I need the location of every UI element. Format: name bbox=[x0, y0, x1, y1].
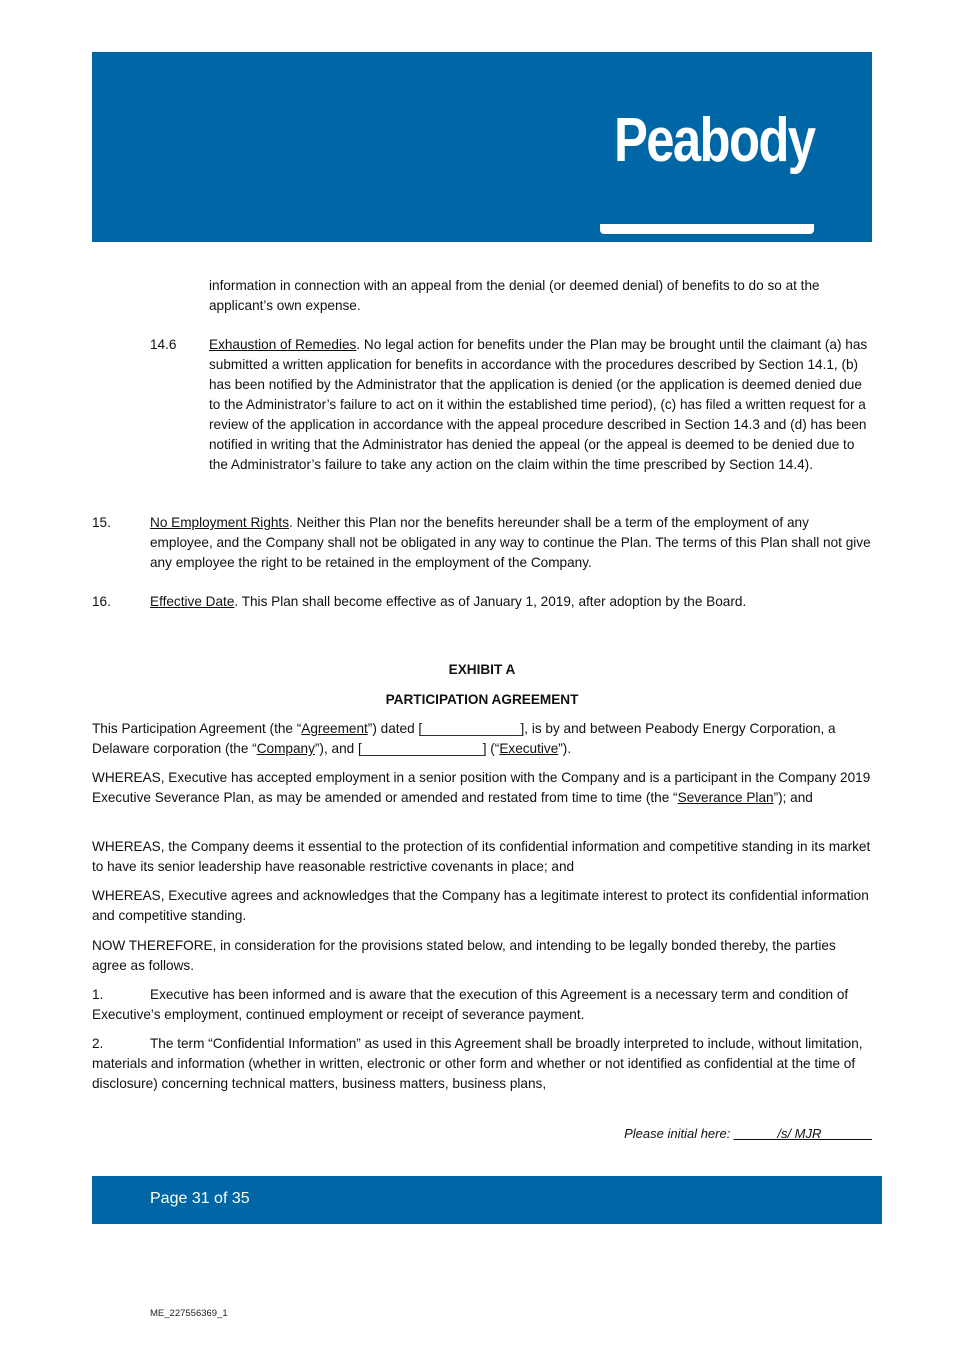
section-15-text: . Neither this Plan nor the benefits hereunder shall be a term of the employment of any employee, and the Company shall not be obligated in any way to continue the Plan. The terms of this Plan shall not give any employee the right to be retained in the employment of the Company. bbox=[150, 515, 871, 570]
clause-1-text: Executive has been informed and is aware that the execution of this Agreement is a necessary term and condition of Executive’s employment, continued employment or receipt of severance payment. bbox=[92, 987, 849, 1022]
document-id: ME_227556369_1 bbox=[150, 1308, 228, 1319]
section-14-6-paragraph bbox=[209, 335, 873, 475]
now-therefore: NOW THEREFORE, in consideration for the provisions stated below, and intending to be legally bonded thereby, the parties agree as follows. bbox=[92, 938, 836, 973]
clause-1 bbox=[92, 985, 872, 1025]
section-16-number: 16. bbox=[92, 594, 111, 609]
intro-text-4: ”), and [ bbox=[314, 741, 362, 756]
clause-2 bbox=[92, 1034, 872, 1094]
date-blank: _____________ bbox=[422, 721, 521, 736]
intro-text-3: ], is by and between Peabody Energy Corporation, a Delaware corporation (the “ bbox=[92, 721, 836, 756]
term-company: Company bbox=[256, 741, 315, 756]
intro-text-5: ] (“ bbox=[482, 741, 500, 756]
footer-bar bbox=[92, 1176, 882, 1224]
whereas-1 bbox=[92, 768, 872, 808]
term-agreement: Agreement bbox=[301, 721, 368, 736]
clause-2-number: 2. bbox=[92, 1036, 104, 1051]
section-15-paragraph bbox=[150, 513, 872, 573]
exhibit-subheading: PARTICIPATION AGREEMENT bbox=[385, 692, 579, 707]
peabody-logo: Peabody bbox=[613, 106, 814, 175]
clause-1-number: 1. bbox=[92, 987, 104, 1002]
whereas-1-text: WHEREAS, Executive has accepted employment in a senior position with the Company and is a participant in the Company 2019 Executive Severance Plan, as may be amended or amended and restated from time to time (the “ bbox=[92, 770, 871, 805]
section-16-title: Effective Date bbox=[150, 594, 235, 609]
whereas-3: WHEREAS, Executive agrees and acknowledges that the Company has a legitimate interest to protect its confidential information and competitive standing. bbox=[92, 888, 869, 923]
section-14-6-text: . No legal action for benefits under the Plan may be brought until the claimant (a) has submitted a written application for benefits in accordance with the procedures described by Section 14.1, (b) has been notified by the Administrator that the application is denied (or the application is deemed denied due to the Administrator’s failure to act on it within the established time period), (c) has filed a written request for a review of the application in accordance with the appeal procedure described in Section 14.3 and (d) has been notified in writing that the Administrator has denied the appeal (or the appeal is deemed to be denied due to the Administrator’s failure to take any action on the claim within the time prescribed by Section 14.4). bbox=[209, 337, 868, 472]
section-14-6-number: 14.6 bbox=[150, 337, 177, 352]
section-15-title: No Employment Rights bbox=[150, 515, 290, 530]
page-number: Page 31 of 35 bbox=[150, 1190, 250, 1207]
initial-value: ______/s/ MJR_______ bbox=[733, 1126, 872, 1141]
section-15-number: 15. bbox=[92, 515, 111, 530]
executive-blank: ________________ bbox=[361, 741, 483, 756]
intro-text-6: ”). bbox=[558, 741, 572, 756]
agreement-intro bbox=[92, 719, 872, 759]
section-16-text: . This Plan shall become effective as of January 1, 2019, after adoption by the Board. bbox=[234, 594, 747, 609]
header-banner bbox=[92, 52, 872, 242]
section-14-continuation: information in connection with an appeal from the denial (or deemed denial) of benefits to do so at the applicant’s own expense. bbox=[209, 278, 820, 313]
logo-underline bbox=[600, 224, 814, 234]
whereas-1-end: ”); and bbox=[773, 790, 813, 805]
term-executive: Executive bbox=[499, 741, 559, 756]
intro-text-1: This Participation Agreement (the “ bbox=[92, 721, 302, 736]
section-16-paragraph bbox=[150, 592, 872, 612]
section-14-6-title: Exhaustion of Remedies bbox=[209, 337, 357, 352]
term-severance-plan: Severance Plan bbox=[677, 790, 774, 805]
clause-2-text: The term “Confidential Information” as used in this Agreement shall be broadly interpreted to include, without limitation, materials and information (whether in written, electronic or other form and whether or not identified as confidential at the time of disclosure) concerning technical matters, business matters, business plans, bbox=[92, 1036, 863, 1091]
initial-line bbox=[624, 1126, 872, 1141]
exhibit-heading: EXHIBIT A bbox=[448, 662, 516, 677]
whereas-2: WHEREAS, the Company deems it essential to the protection of its confidential information and competitive standing in its market to have its senior leadership have reasonable restrictive covenants in place; and bbox=[92, 839, 871, 874]
intro-text-2: ”) dated [ bbox=[367, 721, 423, 736]
initial-label: Please initial here: bbox=[624, 1126, 734, 1141]
